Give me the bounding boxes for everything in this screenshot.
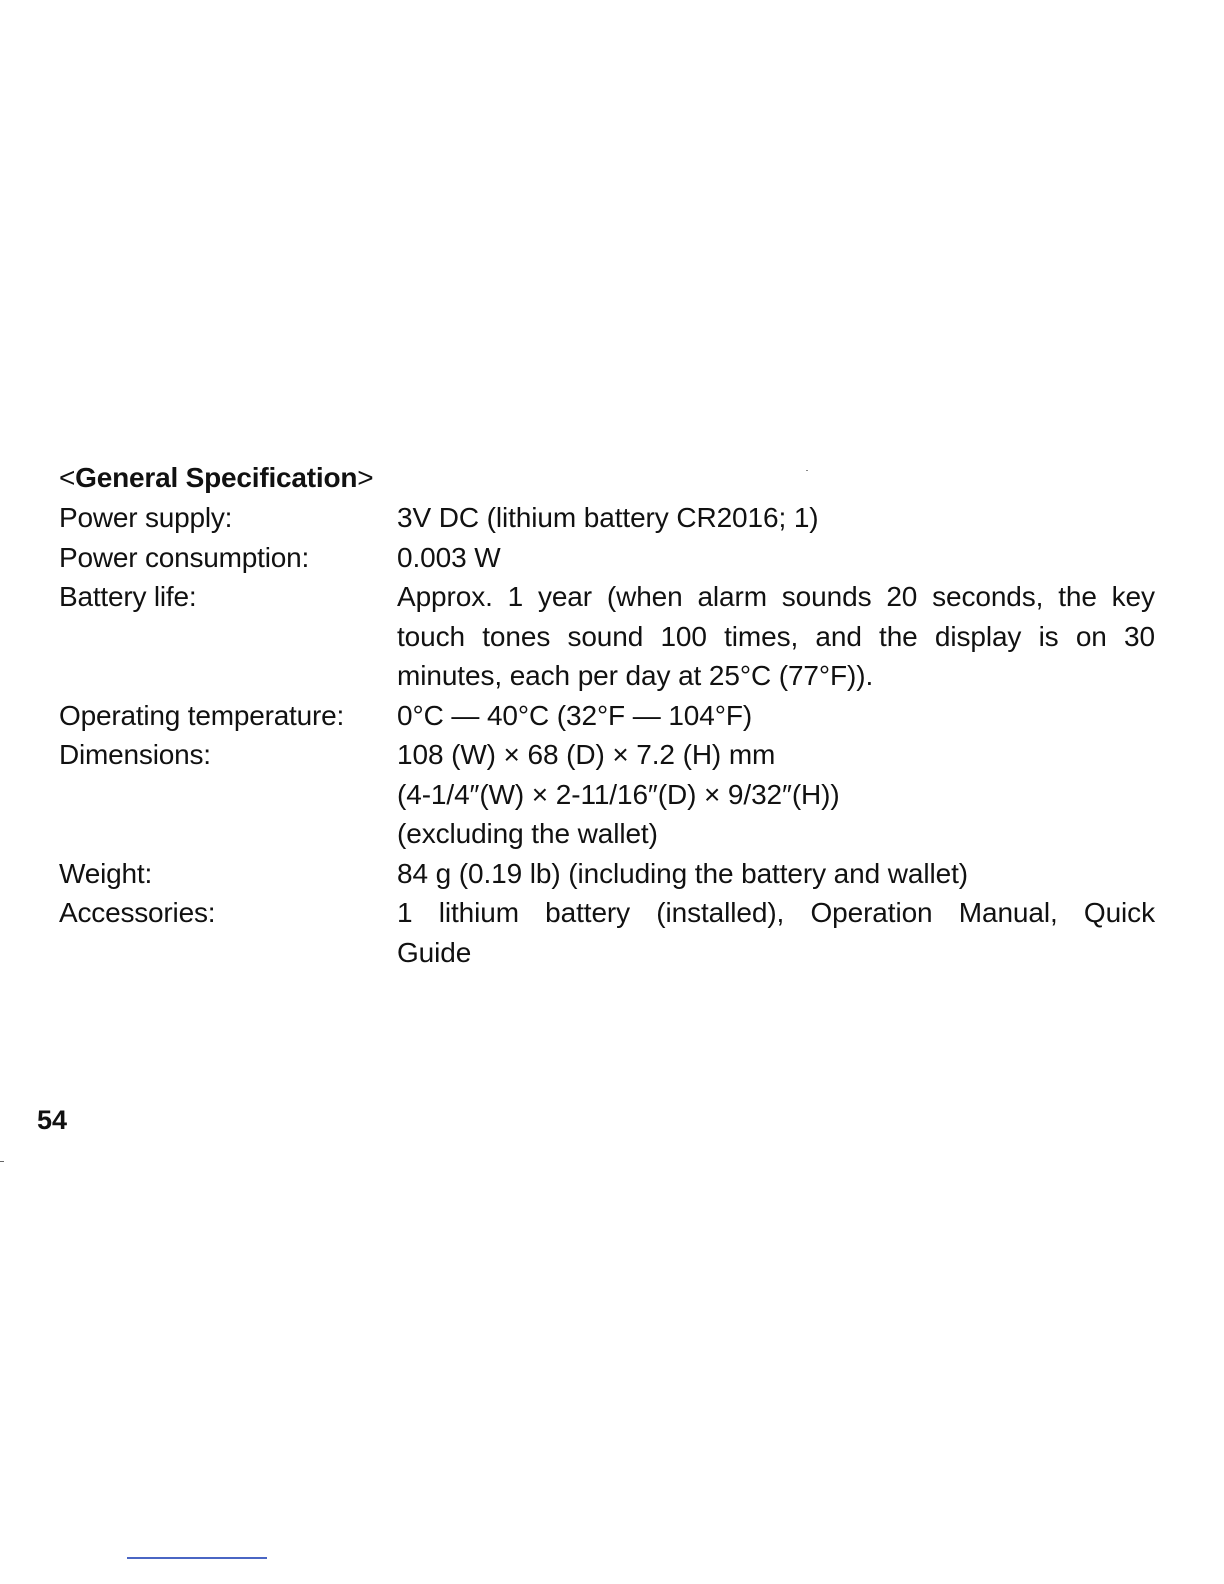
word: is xyxy=(1038,620,1059,652)
spec-value xyxy=(397,893,1169,972)
word: 1 xyxy=(397,897,413,928)
word: display xyxy=(934,620,1022,652)
word: lithium xyxy=(438,897,519,928)
word: key xyxy=(1111,581,1155,612)
page-number: 54 xyxy=(37,1105,68,1135)
spec-label: Power supply: xyxy=(59,502,233,533)
spec-row-power-supply xyxy=(59,498,1169,538)
word: 30 xyxy=(1123,620,1155,652)
word: the xyxy=(879,620,918,652)
word: (installed), xyxy=(656,897,785,928)
spec-value-line: Guide xyxy=(397,936,472,968)
word: seconds, xyxy=(932,581,1044,612)
spec-row-operating-temperature xyxy=(59,696,1169,736)
spec-value-line: 108 (W) × 68 (D) × 7.2 (H) mm xyxy=(397,739,776,770)
word: sound xyxy=(567,620,644,652)
bottom-rule xyxy=(127,1557,267,1559)
spec-value xyxy=(397,577,1169,696)
spec-row-power-consumption xyxy=(59,538,1169,578)
word: touch xyxy=(397,620,465,652)
spec-label: Accessories: xyxy=(59,897,216,928)
spec-row-accessories xyxy=(59,893,1169,972)
spec-label: Dimensions: xyxy=(59,739,211,770)
spec-value-line xyxy=(397,577,1155,617)
spec-label: Operating temperature: xyxy=(59,699,345,731)
general-specification-section xyxy=(59,458,1169,972)
word: battery xyxy=(545,897,631,928)
spec-value-line xyxy=(397,893,1155,933)
word: Approx. xyxy=(397,581,493,612)
word: times, xyxy=(724,620,799,652)
word: 100 xyxy=(660,620,707,652)
section-heading xyxy=(59,458,1169,498)
word: the xyxy=(1058,581,1097,612)
spec-value-line: 84 g (0.19 lb) (including the battery and wallet) xyxy=(397,857,968,889)
scan-speck xyxy=(806,470,808,471)
spec-value-line: (excluding the wallet) xyxy=(397,818,658,849)
word: year xyxy=(537,581,593,612)
spec-value xyxy=(397,696,1169,736)
word: (when xyxy=(606,581,683,612)
word: 20 xyxy=(886,581,918,612)
spec-row-battery-life xyxy=(59,577,1169,696)
word: tones xyxy=(482,620,551,652)
spec-label: Battery life: xyxy=(59,581,197,612)
spec-label: Weight: xyxy=(59,857,153,889)
spec-value-line: 0.003 W xyxy=(397,541,501,573)
word: Manual, xyxy=(958,897,1058,928)
spec-row-dimensions xyxy=(59,735,1169,854)
spec-value xyxy=(397,498,1169,538)
spec-value-line xyxy=(397,617,1155,657)
spec-value-line: 3V DC (lithium battery CR2016; 1) xyxy=(397,502,819,533)
word: Operation xyxy=(810,897,933,928)
spec-value-line: minutes, each per day at 25°C (77°F)). xyxy=(397,660,874,691)
spec-row-weight xyxy=(59,854,1169,894)
heading-open-bracket: < xyxy=(59,462,76,493)
scan-edge-mark xyxy=(0,1161,4,1162)
word: Quick xyxy=(1083,897,1155,928)
heading-title: General Specification xyxy=(75,462,358,493)
word: alarm xyxy=(697,581,767,612)
spec-value xyxy=(397,854,1169,894)
heading-close-bracket: > xyxy=(357,462,374,493)
spec-value xyxy=(397,735,1169,854)
word: sounds xyxy=(781,581,872,612)
spec-value xyxy=(397,538,1169,578)
word: on xyxy=(1075,620,1107,652)
spec-value-line: (4-1/4″(W) × 2-11/16″(D) × 9/32″(H)) xyxy=(397,778,840,810)
word: 1 xyxy=(507,581,524,612)
spec-label: Power consumption: xyxy=(59,541,310,573)
spec-value-line: 0°C — 40°C (32°F — 104°F) xyxy=(397,699,753,731)
word: and xyxy=(815,620,862,652)
